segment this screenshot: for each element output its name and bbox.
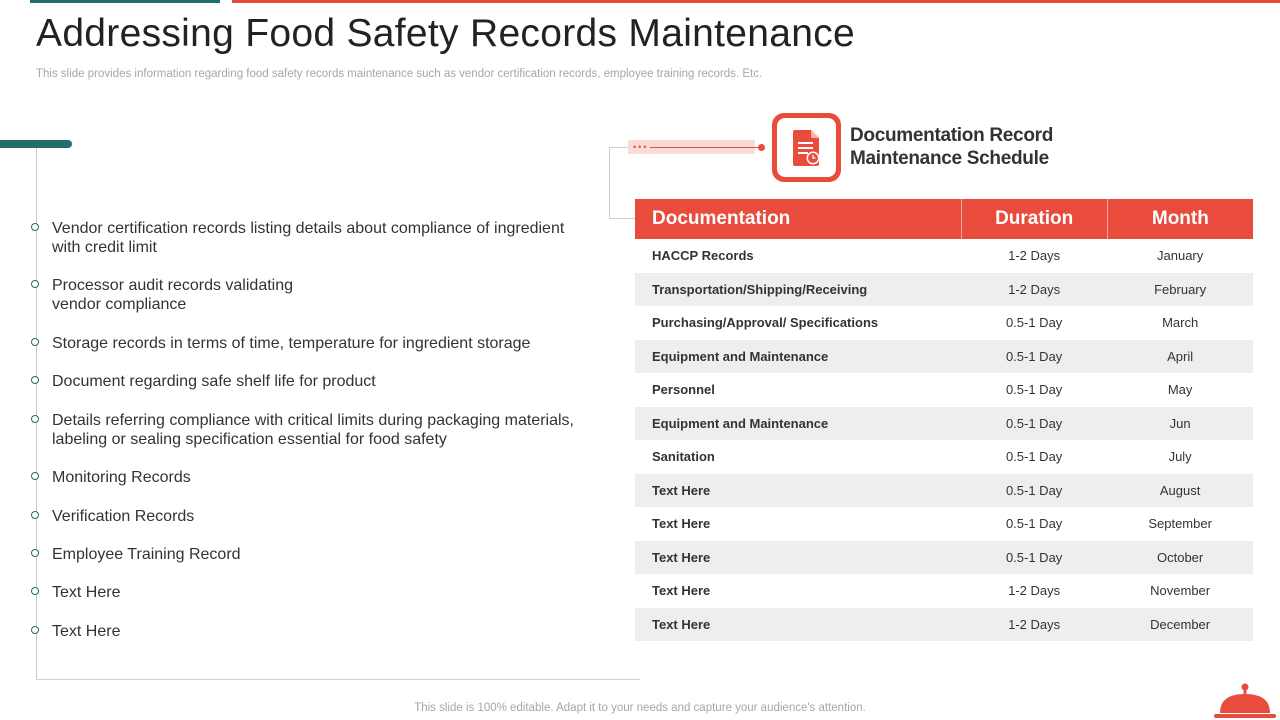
table-row	[635, 541, 1253, 575]
list-item	[52, 334, 592, 353]
cell-duration: 1-2 Days	[961, 273, 1107, 307]
service-bell-icon	[1212, 680, 1277, 720]
table-row	[635, 306, 1253, 340]
table-row	[635, 474, 1253, 508]
list-item	[52, 583, 592, 602]
cell-month: July	[1168, 449, 1192, 465]
bullet-circle-icon	[31, 280, 39, 288]
table-row	[635, 608, 1253, 642]
bottom-divider	[36, 679, 640, 680]
list-item	[52, 372, 592, 391]
list-item-text: Storage records in terms of time, temperature for ingredient storage	[52, 335, 531, 352]
connector-line	[609, 147, 629, 148]
cell-month: March	[1162, 315, 1199, 331]
cell-documentation: Personnel	[652, 382, 715, 398]
column-header-duration: Duration	[961, 199, 1107, 239]
list-item	[52, 545, 592, 564]
table-row	[635, 373, 1253, 407]
cell-duration: 0.5-1 Day	[961, 407, 1107, 441]
list-item-text: Verification Records	[52, 508, 195, 525]
cell-month: April	[1107, 340, 1253, 374]
cell-documentation: Transportation/Shipping/Receiving	[635, 273, 961, 307]
page-title: Addressing Food Safety Records Maintenance	[36, 12, 856, 55]
bullet-circle-icon	[31, 223, 39, 231]
decorative-pointer-dot	[758, 144, 765, 151]
table-row	[635, 440, 1253, 474]
cell-month: November	[1150, 583, 1211, 599]
cell-duration: 0.5-1 Day	[961, 474, 1107, 508]
list-item-text: Processor audit records validating vendor compliance	[52, 277, 294, 313]
cell-duration: 1-2 Days	[1008, 583, 1061, 599]
list-item	[52, 622, 592, 641]
cell-documentation: Text Here	[635, 474, 961, 508]
table-row	[635, 239, 1253, 273]
cell-duration: 0.5-1 Day	[1005, 516, 1063, 532]
list-item-text: Text Here	[52, 584, 121, 601]
bullet-circle-icon	[31, 549, 39, 557]
list-item-text: Employee Training Record	[52, 546, 241, 563]
list-item-text: Text Here	[52, 623, 121, 640]
cell-documentation: Equipment and Maintenance	[635, 407, 961, 441]
cell-documentation: Text Here	[635, 541, 961, 575]
connector-line	[609, 147, 610, 219]
cell-month: September	[1148, 516, 1212, 532]
schedule-heading	[850, 124, 1053, 170]
cell-documentation: Text Here	[652, 516, 711, 532]
bullet-circle-icon	[31, 338, 39, 346]
schedule-heading-line1: Documentation Record	[850, 125, 1054, 146]
document-clock-icon	[772, 113, 841, 182]
cell-duration: 0.5-1 Day	[1005, 382, 1063, 398]
list-item	[52, 468, 592, 487]
cell-documentation: Text Here	[635, 608, 961, 642]
list-item-text: Monitoring Records	[52, 469, 191, 486]
table-row	[635, 574, 1253, 608]
cell-month: October	[1107, 541, 1253, 575]
bullet-circle-icon	[31, 472, 39, 480]
cell-duration: 0.5-1 Day	[961, 541, 1107, 575]
bullet-circle-icon	[31, 511, 39, 519]
cell-documentation: HACCP Records	[652, 248, 754, 264]
teal-accent-bar	[0, 140, 72, 148]
table-row	[635, 273, 1253, 307]
cell-month: Jun	[1107, 407, 1253, 441]
list-item	[52, 276, 312, 314]
cell-duration: 1-2 Days	[961, 608, 1107, 642]
column-header-documentation: Documentation	[635, 199, 961, 239]
bullet-circle-icon	[31, 587, 39, 595]
top-accent-bar-red	[232, 0, 1280, 3]
cell-month: May	[1167, 382, 1193, 398]
list-item	[52, 219, 592, 257]
cell-duration: 1-2 Days	[1008, 248, 1061, 264]
top-accent-bar-teal	[30, 0, 220, 3]
cell-month: August	[1107, 474, 1253, 508]
list-item-text: Document regarding safe shelf life for product	[52, 373, 376, 390]
table-row	[635, 407, 1253, 441]
cell-documentation: Sanitation	[652, 449, 715, 465]
cell-month: January	[1157, 248, 1204, 264]
bullet-circle-icon	[31, 626, 39, 634]
cell-month: February	[1107, 273, 1253, 307]
cell-duration: 0.5-1 Day	[961, 340, 1107, 374]
list-item-text: Vendor certification records listing details about compliance of ingredient with credit limit	[52, 220, 565, 256]
cell-month: December	[1107, 608, 1253, 642]
bullet-circle-icon	[31, 415, 39, 423]
table-row	[635, 507, 1253, 541]
table-header-row	[635, 199, 1253, 239]
list-item	[52, 507, 592, 526]
bullet-circle-icon	[31, 376, 39, 384]
list-item	[52, 411, 592, 449]
footer-note: This slide is 100% editable. Adapt it to your needs and capture your audience's attention.	[414, 702, 866, 714]
table-row	[635, 340, 1253, 374]
decorative-dots: •••	[633, 142, 649, 152]
cell-duration: 0.5-1 Day	[1005, 449, 1063, 465]
column-header-month: Month	[1107, 199, 1253, 239]
connector-line	[609, 218, 635, 219]
cell-documentation: Text Here	[652, 583, 711, 599]
cell-documentation: Equipment and Maintenance	[635, 340, 961, 374]
schedule-table	[635, 199, 1253, 641]
schedule-heading-line2: Maintenance Schedule	[850, 148, 1049, 169]
cell-documentation: Purchasing/Approval/ Specifications	[652, 315, 879, 331]
cell-duration: 0.5-1 Day	[1005, 315, 1063, 331]
page-subtitle: This slide provides information regarding food safety records maintenance such as vendor certification records, employee training records. Etc.	[36, 68, 763, 80]
decorative-pointer-line	[650, 147, 762, 148]
list-item-text: Details referring compliance with critical limits during packaging materials, labeling or sealing specification essential for food safety	[52, 412, 574, 448]
